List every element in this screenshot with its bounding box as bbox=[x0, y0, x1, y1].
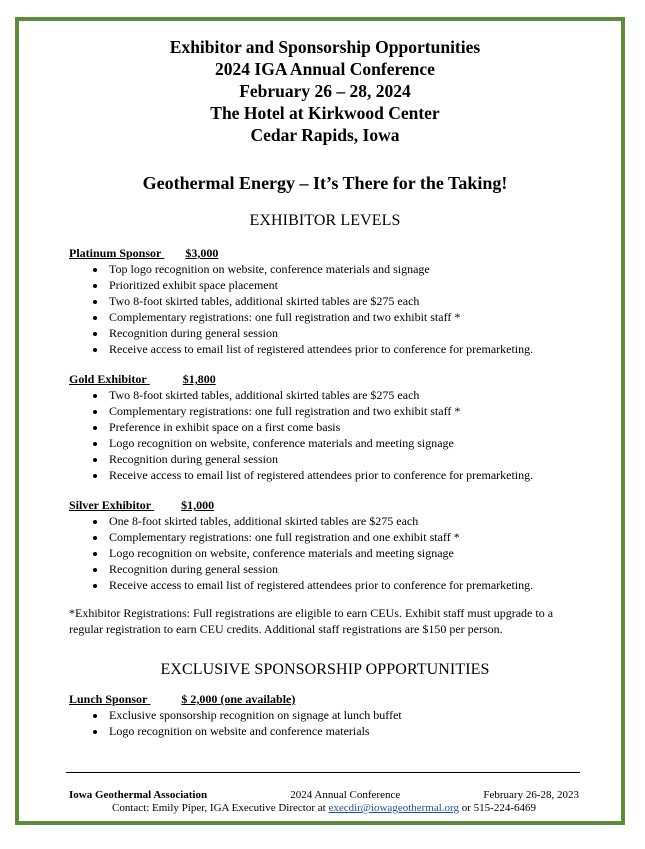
header-title: Exhibitor and Sponsorship Opportunities bbox=[169, 37, 481, 57]
header-city: Cedar Rapids, Iowa bbox=[250, 125, 400, 145]
list-item: • Recognition during general session bbox=[107, 561, 581, 577]
list-item: • Receive access to email list of registered attendees prior to conference for premarketing. bbox=[107, 577, 581, 593]
header-conference: 2024 IGA Annual Conference bbox=[215, 59, 435, 79]
platinum-tier-price: $3,000 bbox=[185, 246, 219, 260]
tagline: Geothermal Energy – It’s There for the Taking! bbox=[142, 173, 508, 193]
lunch-sponsor-name: Lunch Sponsor bbox=[69, 692, 148, 706]
list-item: • Logo recognition on website, conference materials and meeting signage bbox=[107, 545, 581, 561]
gold-tier-price: $1,800 bbox=[182, 372, 216, 386]
list-item: • Two 8-foot skirted tables, additional skirted tables are $275 each bbox=[107, 387, 581, 403]
list-item: • Receive access to email list of registered attendees prior to conference for premarketing. bbox=[107, 467, 581, 483]
gold-tier bbox=[69, 371, 581, 483]
exhibitor-levels-heading: EXHIBITOR LEVELS bbox=[249, 212, 401, 229]
document-body bbox=[69, 36, 581, 739]
list-item: • Complementary registrations: one full registration and two exhibit staff * bbox=[107, 403, 581, 419]
platinum-benefits-list bbox=[69, 261, 581, 357]
list-item: • Prioritized exhibit space placement bbox=[107, 277, 581, 293]
list-item: • Complementary registrations: one full registration and one exhibit staff * bbox=[107, 529, 581, 545]
footer-divider bbox=[66, 772, 580, 773]
silver-tier bbox=[69, 497, 581, 593]
list-item: • Logo recognition on website, conference materials and meeting signage bbox=[107, 435, 581, 451]
platinum-tier bbox=[69, 245, 581, 357]
list-item: • Complementary registrations: one full registration and two exhibit staff * bbox=[107, 309, 581, 325]
lunch-benefits-list bbox=[69, 707, 581, 739]
footer-row bbox=[69, 789, 579, 802]
contact-prefix: Contact: Emily Piper, IGA Executive Director at bbox=[111, 802, 326, 814]
contact-suffix: or 515-224-6469 bbox=[461, 802, 537, 814]
header-dates: February 26 – 28, 2024 bbox=[239, 81, 411, 101]
list-item: • Two 8-foot skirted tables, additional skirted tables are $275 each bbox=[107, 293, 581, 309]
list-item: • Preference in exhibit space on a first come basis bbox=[107, 419, 581, 435]
silver-tier-price: $1,000 bbox=[181, 498, 215, 512]
document-header bbox=[69, 36, 581, 146]
footer-org: Iowa Geothermal Association bbox=[69, 789, 208, 801]
lunch-sponsor-price: $ 2,000 (one available) bbox=[181, 692, 296, 706]
email-link[interactable]: execdir@iowageothermal.org bbox=[328, 802, 460, 814]
silver-benefits-list bbox=[69, 513, 581, 593]
gold-tier-heading bbox=[69, 371, 581, 387]
sponsorship-heading: EXCLUSIVE SPONSORSHIP OPPORTUNITIES bbox=[160, 661, 490, 678]
list-item: • Exclusive sponsorship recognition on signage at lunch buffet bbox=[107, 707, 581, 723]
gold-benefits-list bbox=[69, 387, 581, 483]
footer-contact bbox=[69, 802, 579, 815]
list-item: • Receive access to email list of registered attendees prior to conference for premarketing. bbox=[107, 341, 581, 357]
list-item: • Recognition during general session bbox=[107, 325, 581, 341]
silver-tier-name: Silver Exhibitor bbox=[69, 498, 152, 512]
platinum-tier-heading bbox=[69, 245, 581, 261]
registration-note: *Exhibitor Registrations: Full registrations are eligible to earn CEUs. Exhibit staff must upgrade to a regular registration to earn CEU credits. Additional staff registrations are $150 per person. bbox=[69, 606, 554, 636]
list-item: • Top logo recognition on website, conference materials and signage bbox=[107, 261, 581, 277]
platinum-tier-name: Platinum Sponsor bbox=[69, 246, 162, 260]
list-item: • Logo recognition on website and conference materials bbox=[107, 723, 581, 739]
silver-tier-heading bbox=[69, 497, 581, 513]
list-item: • One 8-foot skirted tables, additional skirted tables are $275 each bbox=[107, 513, 581, 529]
footer bbox=[69, 789, 579, 815]
footer-event: 2024 Annual Conference bbox=[290, 789, 401, 801]
gold-tier-name: Gold Exhibitor bbox=[69, 372, 147, 386]
list-item: • Recognition during general session bbox=[107, 451, 581, 467]
lunch-sponsor bbox=[69, 691, 581, 739]
header-venue: The Hotel at Kirkwood Center bbox=[210, 103, 440, 123]
footer-dates: February 26-28, 2023 bbox=[483, 789, 579, 801]
lunch-sponsor-heading bbox=[69, 691, 581, 707]
